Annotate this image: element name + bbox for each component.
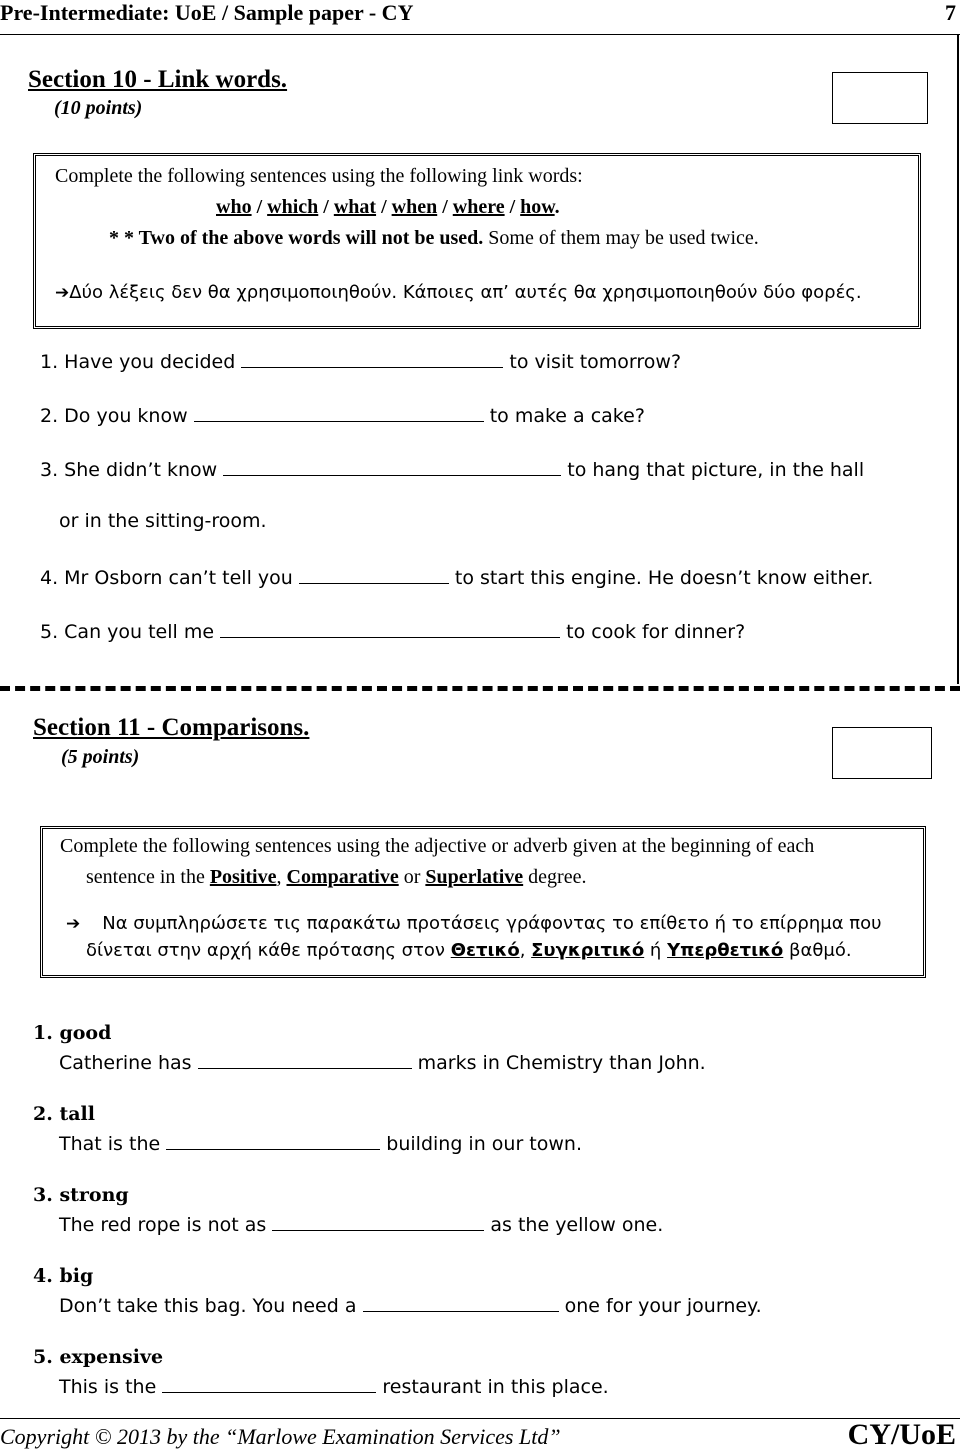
answer-blank-s11-5[interactable] [162,1373,376,1393]
section-10-instruction: Complete the following sentences using the following link words: [55,165,583,187]
link-word-how: how [520,196,555,218]
right-margin-rule [957,34,959,684]
answer-blank-s11-4[interactable] [363,1292,559,1312]
section-10-title: Section 10 - Link words. [28,66,288,93]
section-11-greek-line-2: δίνεται στην αρχή κάθε πρότασης στον Θετικό, Συγκριτικό ή Υπερθετικό βαθμό. [86,940,852,961]
s10-question-5: 5. Can you tell me to cook for dinner? [40,618,745,643]
link-words-list: who / which / what / when / where / how. [216,196,560,218]
s11-question-3-label: 3. strong [33,1184,129,1206]
section-divider [0,686,960,691]
s11-question-3: The red rope is not as as the yellow one. [59,1211,663,1236]
s11-question-1-label: 1. good [33,1022,112,1044]
arrow-right-icon: ➔ [55,283,70,303]
section-11-instruction-line-1: Complete the following sentences using the adjective or adverb given at the beginning of each [60,835,815,857]
s11-question-2: That is the building in our town. [59,1130,582,1155]
degree-comparative: Comparative [286,866,399,888]
s11-question-2-label: 2. tall [33,1103,95,1125]
degree-positive: Positive [209,866,277,888]
footer-copyright: Copyright © 2013 by the “Marlowe Examination Services Ltd” [0,1424,561,1449]
arrow-right-icon: ➔ [66,914,81,934]
section-11-instruction-line-2: sentence in the Positive, Comparative or Superlative degree. [86,866,587,888]
link-word-where: where [452,196,505,218]
answer-blank-s10-4[interactable] [299,564,449,584]
footer-rule [0,1418,960,1419]
s11-question-4-label: 4. big [33,1265,94,1287]
s10-question-3: 3. She didn’t know to hang that picture, in the hall [40,456,864,481]
answer-blank-s11-2[interactable] [166,1130,380,1150]
s10-question-4: 4. Mr Osborn can’t tell you to start this engine. He doesn’t know either. [40,564,873,589]
page-number: 7 [945,0,956,25]
link-word-who: who [216,196,252,218]
footer-code: CY/UoE [847,1418,956,1451]
section-10-score-box[interactable] [832,72,928,124]
answer-blank-s10-3[interactable] [223,456,561,476]
answer-blank-s11-1[interactable] [198,1049,412,1069]
section-11-score-box[interactable] [832,727,932,779]
header-title: Pre-Intermediate: UoE / Sample paper - CY [0,0,414,25]
section-11-title: Section 11 - Comparisons. [33,714,310,741]
s11-question-4: Don’t take this bag. You need a one for your journey. [59,1292,762,1317]
s10-question-2: 2. Do you know to make a cake? [40,402,645,427]
s11-question-1: Catherine has marks in Chemistry than John. [59,1049,706,1074]
section-10-greek-note: ➔Δύο λέξεις δεν θα χρησιμοποιηθούν. Κάποιες απ’ αυτές θα χρησιμοποιηθούν δύο φορές. [55,282,862,303]
link-word-which: which [267,196,319,218]
header-rule [0,34,960,35]
section-11-greek-line-1: ➔ Να συμπληρώσετε τις παρακάτω προτάσεις γράφοντας το επίθετο ή το επίρρημα που [66,913,882,934]
link-word-what: what [333,196,377,218]
answer-blank-s10-5[interactable] [220,618,560,638]
section-11-points: (5 points) [61,746,140,768]
degree-superlative: Superlative [425,866,524,888]
answer-blank-s10-2[interactable] [194,402,484,422]
answer-blank-s10-1[interactable] [241,348,503,368]
answer-blank-s11-3[interactable] [272,1211,484,1231]
s11-question-5: This is the restaurant in this place. [59,1373,609,1398]
section-10-note: * * Two of the above words will not be used. Some of them may be used twice. [109,227,759,249]
s11-question-5-label: 5. expensive [33,1346,164,1368]
link-word-when: when [391,196,438,218]
s10-question-1: 1. Have you decided to visit tomorrow? [40,348,681,373]
s10-question-3-continuation: or in the sitting-room. [59,510,267,532]
section-10-points: (10 points) [54,97,143,119]
